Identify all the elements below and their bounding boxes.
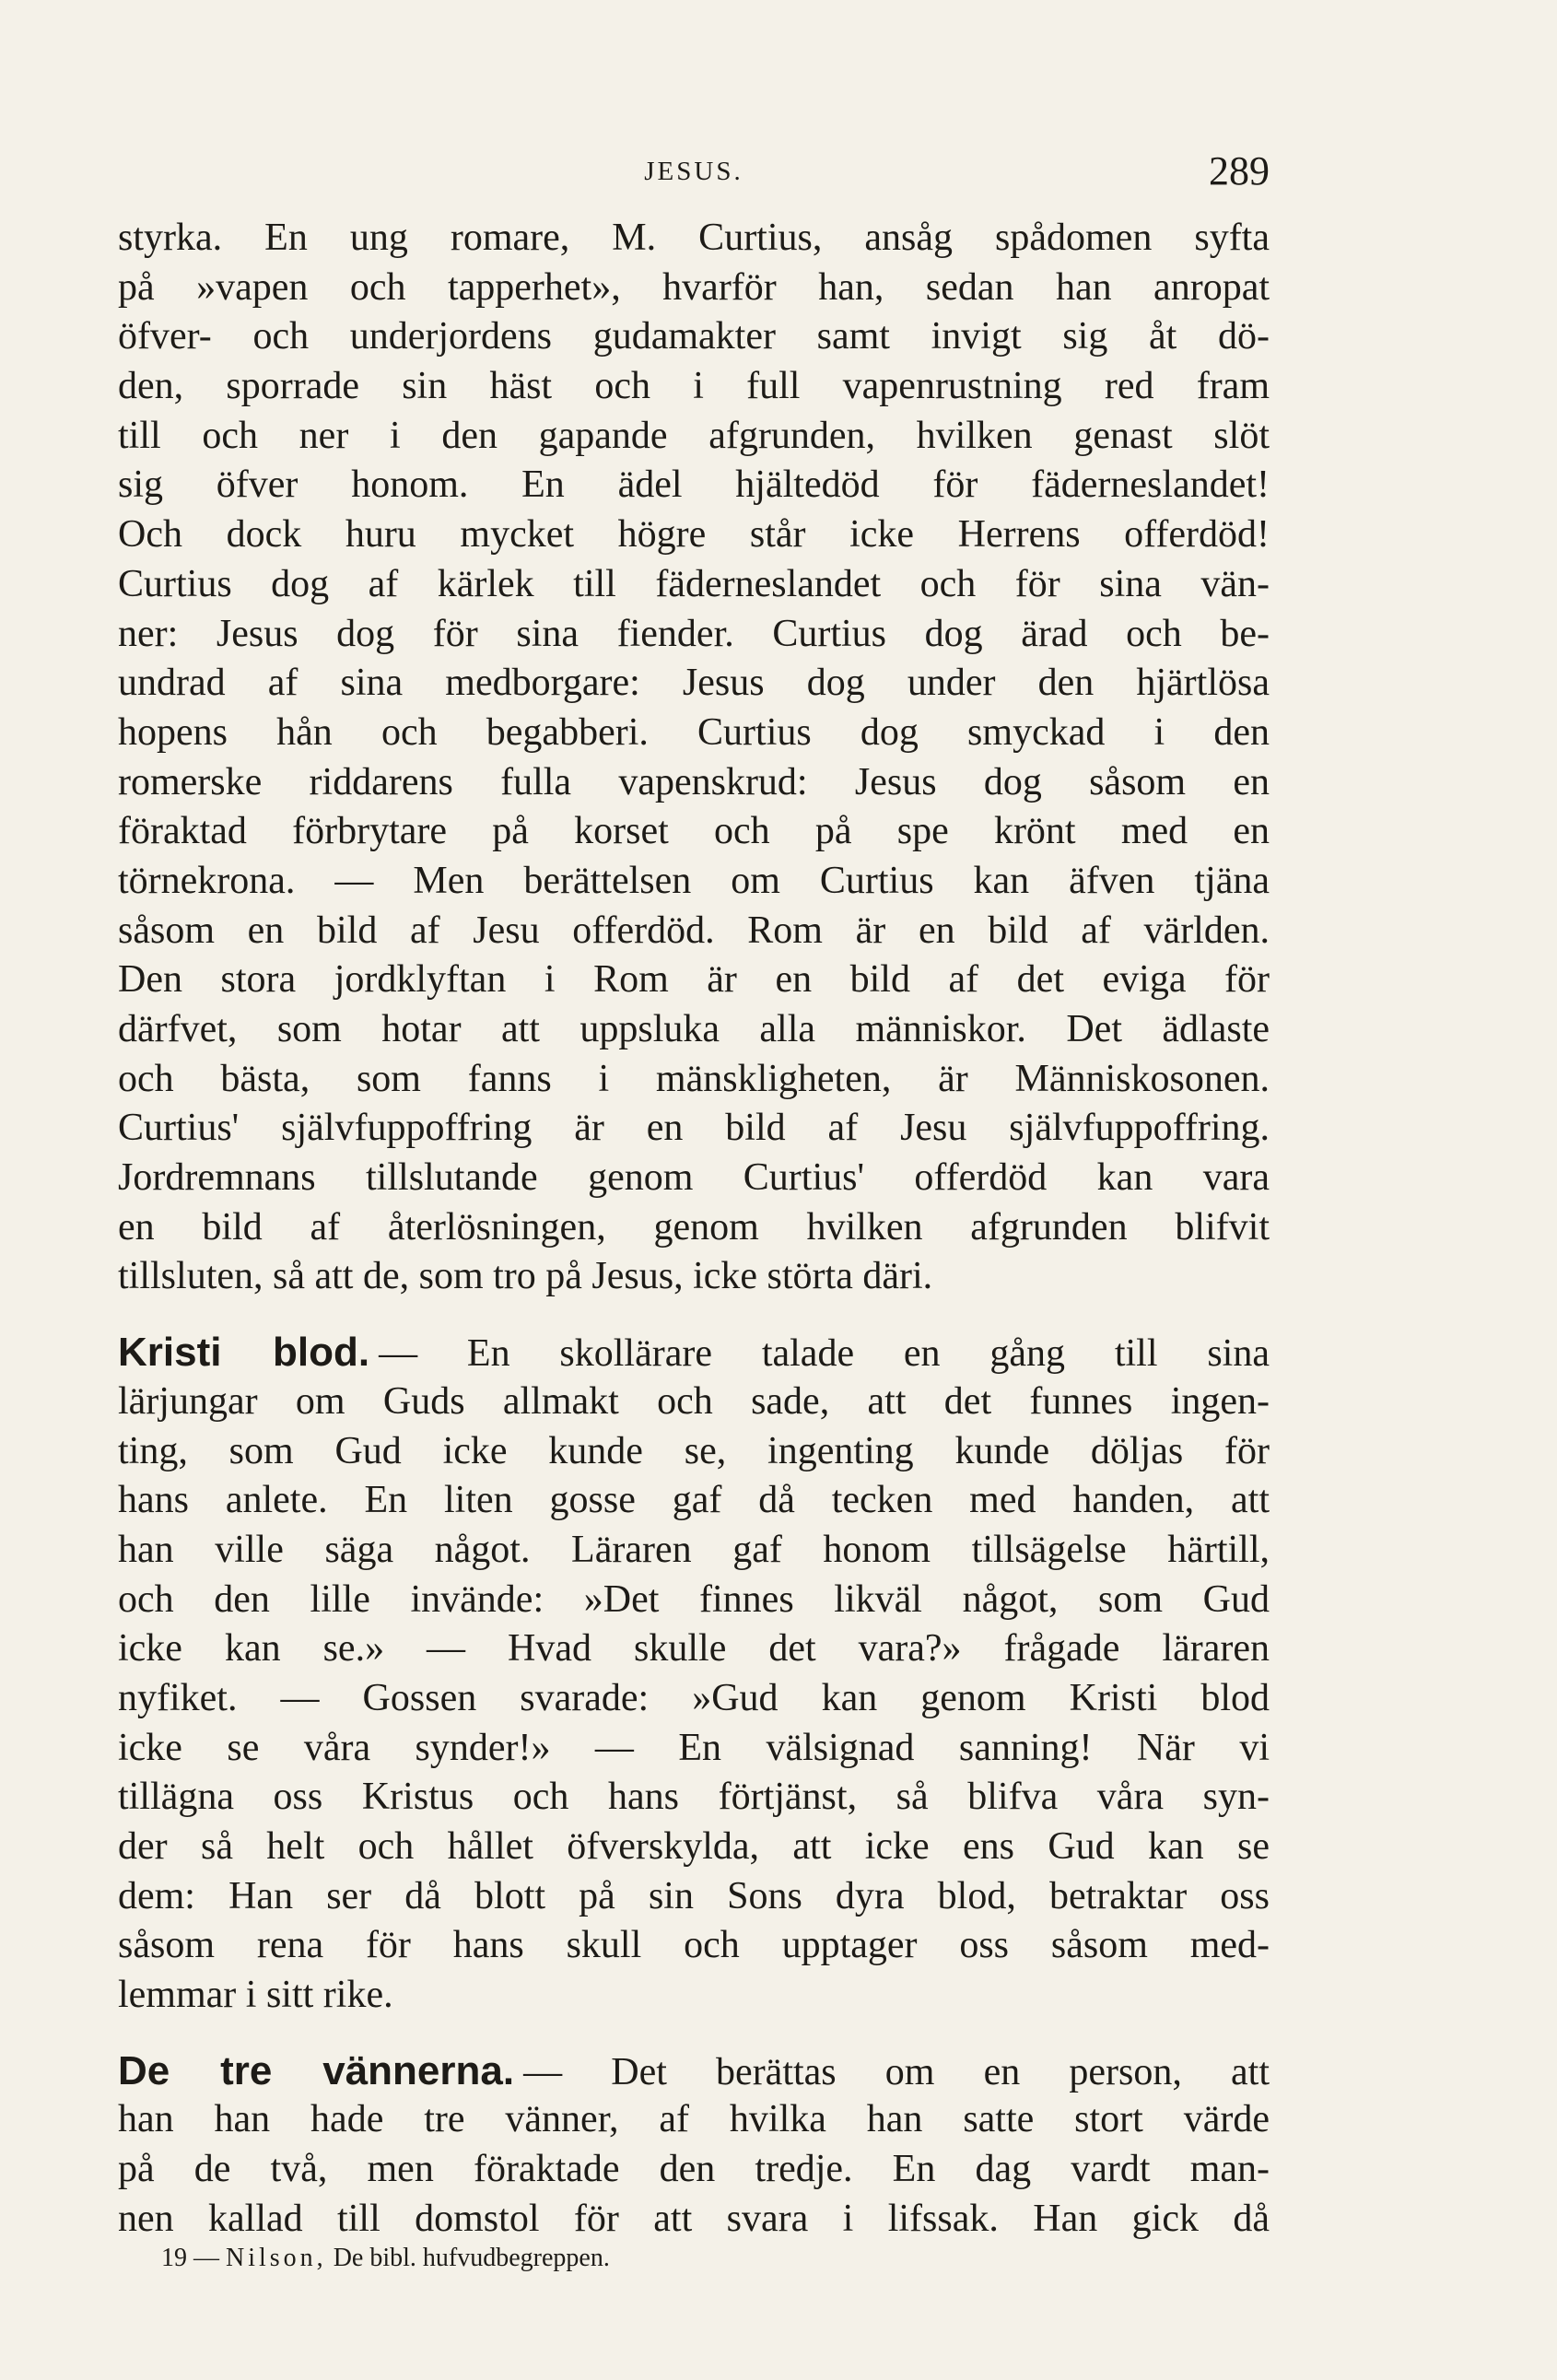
text-line: på de två, men föraktade den tredje. En dag vardt man- bbox=[118, 2148, 1270, 2191]
paragraph-curtius bbox=[118, 214, 1270, 1302]
text-line: lemmar i sitt rike. bbox=[118, 1974, 393, 2017]
text-line-with-heading bbox=[118, 1328, 1270, 1378]
page-header bbox=[118, 147, 1270, 203]
text-line: hans anlete. En liten gosse gaf då tecken med handen, att bbox=[118, 1479, 1270, 1522]
page-number: 289 bbox=[1209, 148, 1270, 193]
text-line: en bild af återlösningen, genom hvilken afgrunden blifvit bbox=[118, 1205, 1270, 1249]
text-line: — En skollärare talade en gång till sina bbox=[379, 1332, 1270, 1376]
section-heading: Kristi blod. bbox=[118, 1330, 370, 1376]
text-line: föraktad förbrytare på korset och på spe krönt med en bbox=[118, 810, 1270, 853]
text-line: den, sporrade sin häst och i full vapenrustning red fram bbox=[118, 365, 1270, 408]
text-line: Curtius' självfuppoffring är en bild af Jesu självfuppoffring. bbox=[118, 1107, 1270, 1150]
footer-title: De bibl. hufvudbegreppen. bbox=[333, 2244, 610, 2272]
text-line: dem: Han ser då blott på sin Sons dyra blod, betraktar oss bbox=[118, 1874, 1270, 1917]
text-line: — Det berättas om en person, att bbox=[523, 2050, 1270, 2093]
text-line: såsom en bild af Jesu offerdöd. Rom är en bild af världen. bbox=[118, 909, 1270, 952]
text-line: såsom rena för hans skull och upptager oss såsom med- bbox=[118, 1924, 1270, 1967]
text-line: romerske riddarens fulla vapenskrud: Jesus dog såsom en bbox=[118, 760, 1270, 803]
footer-author: Nilson, bbox=[226, 2244, 327, 2272]
text-line: tillsluten, så att de, som tro på Jesus, icke störta däri. bbox=[118, 1255, 933, 1298]
text-line: nen kallad till domstol för att svara i lifssak. Han gick då bbox=[118, 2197, 1270, 2240]
text-line: hopens hån och begabberi. Curtius dog smyckad i den bbox=[118, 710, 1270, 754]
text-line: törnekrona. — Men berättelsen om Curtius kan äfven tjäna bbox=[118, 859, 1270, 902]
text-line: icke kan se.» — Hvad skulle det vara?» frågade läraren bbox=[118, 1627, 1270, 1671]
text-line: undrad af sina medborgare: Jesus dog under den hjärtlösa bbox=[118, 662, 1270, 705]
text-line: han ville säga något. Läraren gaf honom tillsägelse härtill, bbox=[118, 1528, 1270, 1571]
text-line: och bästa, som fanns i mänskligheten, är Människosonen. bbox=[118, 1057, 1270, 1100]
text-line: och den lille invände: »Det finnes likväl något, som Gud bbox=[118, 1577, 1270, 1621]
text-line: der så helt och hållet öfverskylda, att icke ens Gud kan se bbox=[118, 1825, 1270, 1868]
footer-dash: — bbox=[193, 2244, 219, 2272]
page-footer bbox=[161, 2244, 610, 2273]
text-line: nyfiket. — Gossen svarade: »Gud kan genom Kristi blod bbox=[118, 1676, 1270, 1719]
signature-number: 19 bbox=[161, 2244, 187, 2272]
section-heading: De tre vännerna. bbox=[118, 2047, 515, 2093]
paragraph-kristi-blod bbox=[118, 1328, 1270, 2021]
text-line: därfvet, som hotar att uppsluka alla människor. Det ädlaste bbox=[118, 1008, 1270, 1050]
text-line: styrka. En ung romare, M. Curtius, ansåg spådomen syfta bbox=[118, 217, 1270, 259]
body-text bbox=[118, 214, 1270, 2245]
text-line: lärjungar om Guds allmakt och sade, att det funnes ingen- bbox=[118, 1379, 1270, 1423]
text-line: Curtius dog af kärlek till fäderneslandet och för sina vän- bbox=[118, 562, 1270, 605]
text-line: icke se våra synder!» — En välsignad sanning! När vi bbox=[118, 1726, 1270, 1769]
text-line: ner: Jesus dog för sina fiender. Curtius dog ärad och be- bbox=[118, 612, 1270, 655]
text-line: sig öfver honom. En ädel hjältedöd för fäderneslandet! bbox=[118, 463, 1270, 507]
paragraph-de-tre-vannerna bbox=[118, 2046, 1270, 2245]
text-line: tillägna oss Kristus och hans förtjänst, så blifva våra syn- bbox=[118, 1776, 1270, 1819]
text-line: på »vapen och tapperhet», hvarför han, sedan han anropat bbox=[118, 265, 1270, 309]
text-line-with-heading bbox=[118, 2046, 1270, 2096]
text-line: Och dock huru mycket högre står icke Herrens offerdöd! bbox=[118, 513, 1270, 557]
text-line: till och ner i den gapande afgrunden, hvilken genast slöt bbox=[118, 414, 1270, 457]
text-line: öfver- och underjordens gudamakter samt invigt sig åt dö- bbox=[118, 315, 1270, 358]
running-head: JESUS. bbox=[644, 157, 743, 186]
text-line: han han hade tre vänner, af hvilka han satte stort värde bbox=[118, 2098, 1270, 2141]
text-line: ting, som Gud icke kunde se, ingenting kunde döljas för bbox=[118, 1429, 1270, 1472]
text-line: Den stora jordklyftan i Rom är en bild af det eviga för bbox=[118, 958, 1270, 1002]
text-line: Jordremnans tillslutande genom Curtius' offerdöd kan vara bbox=[118, 1156, 1270, 1200]
